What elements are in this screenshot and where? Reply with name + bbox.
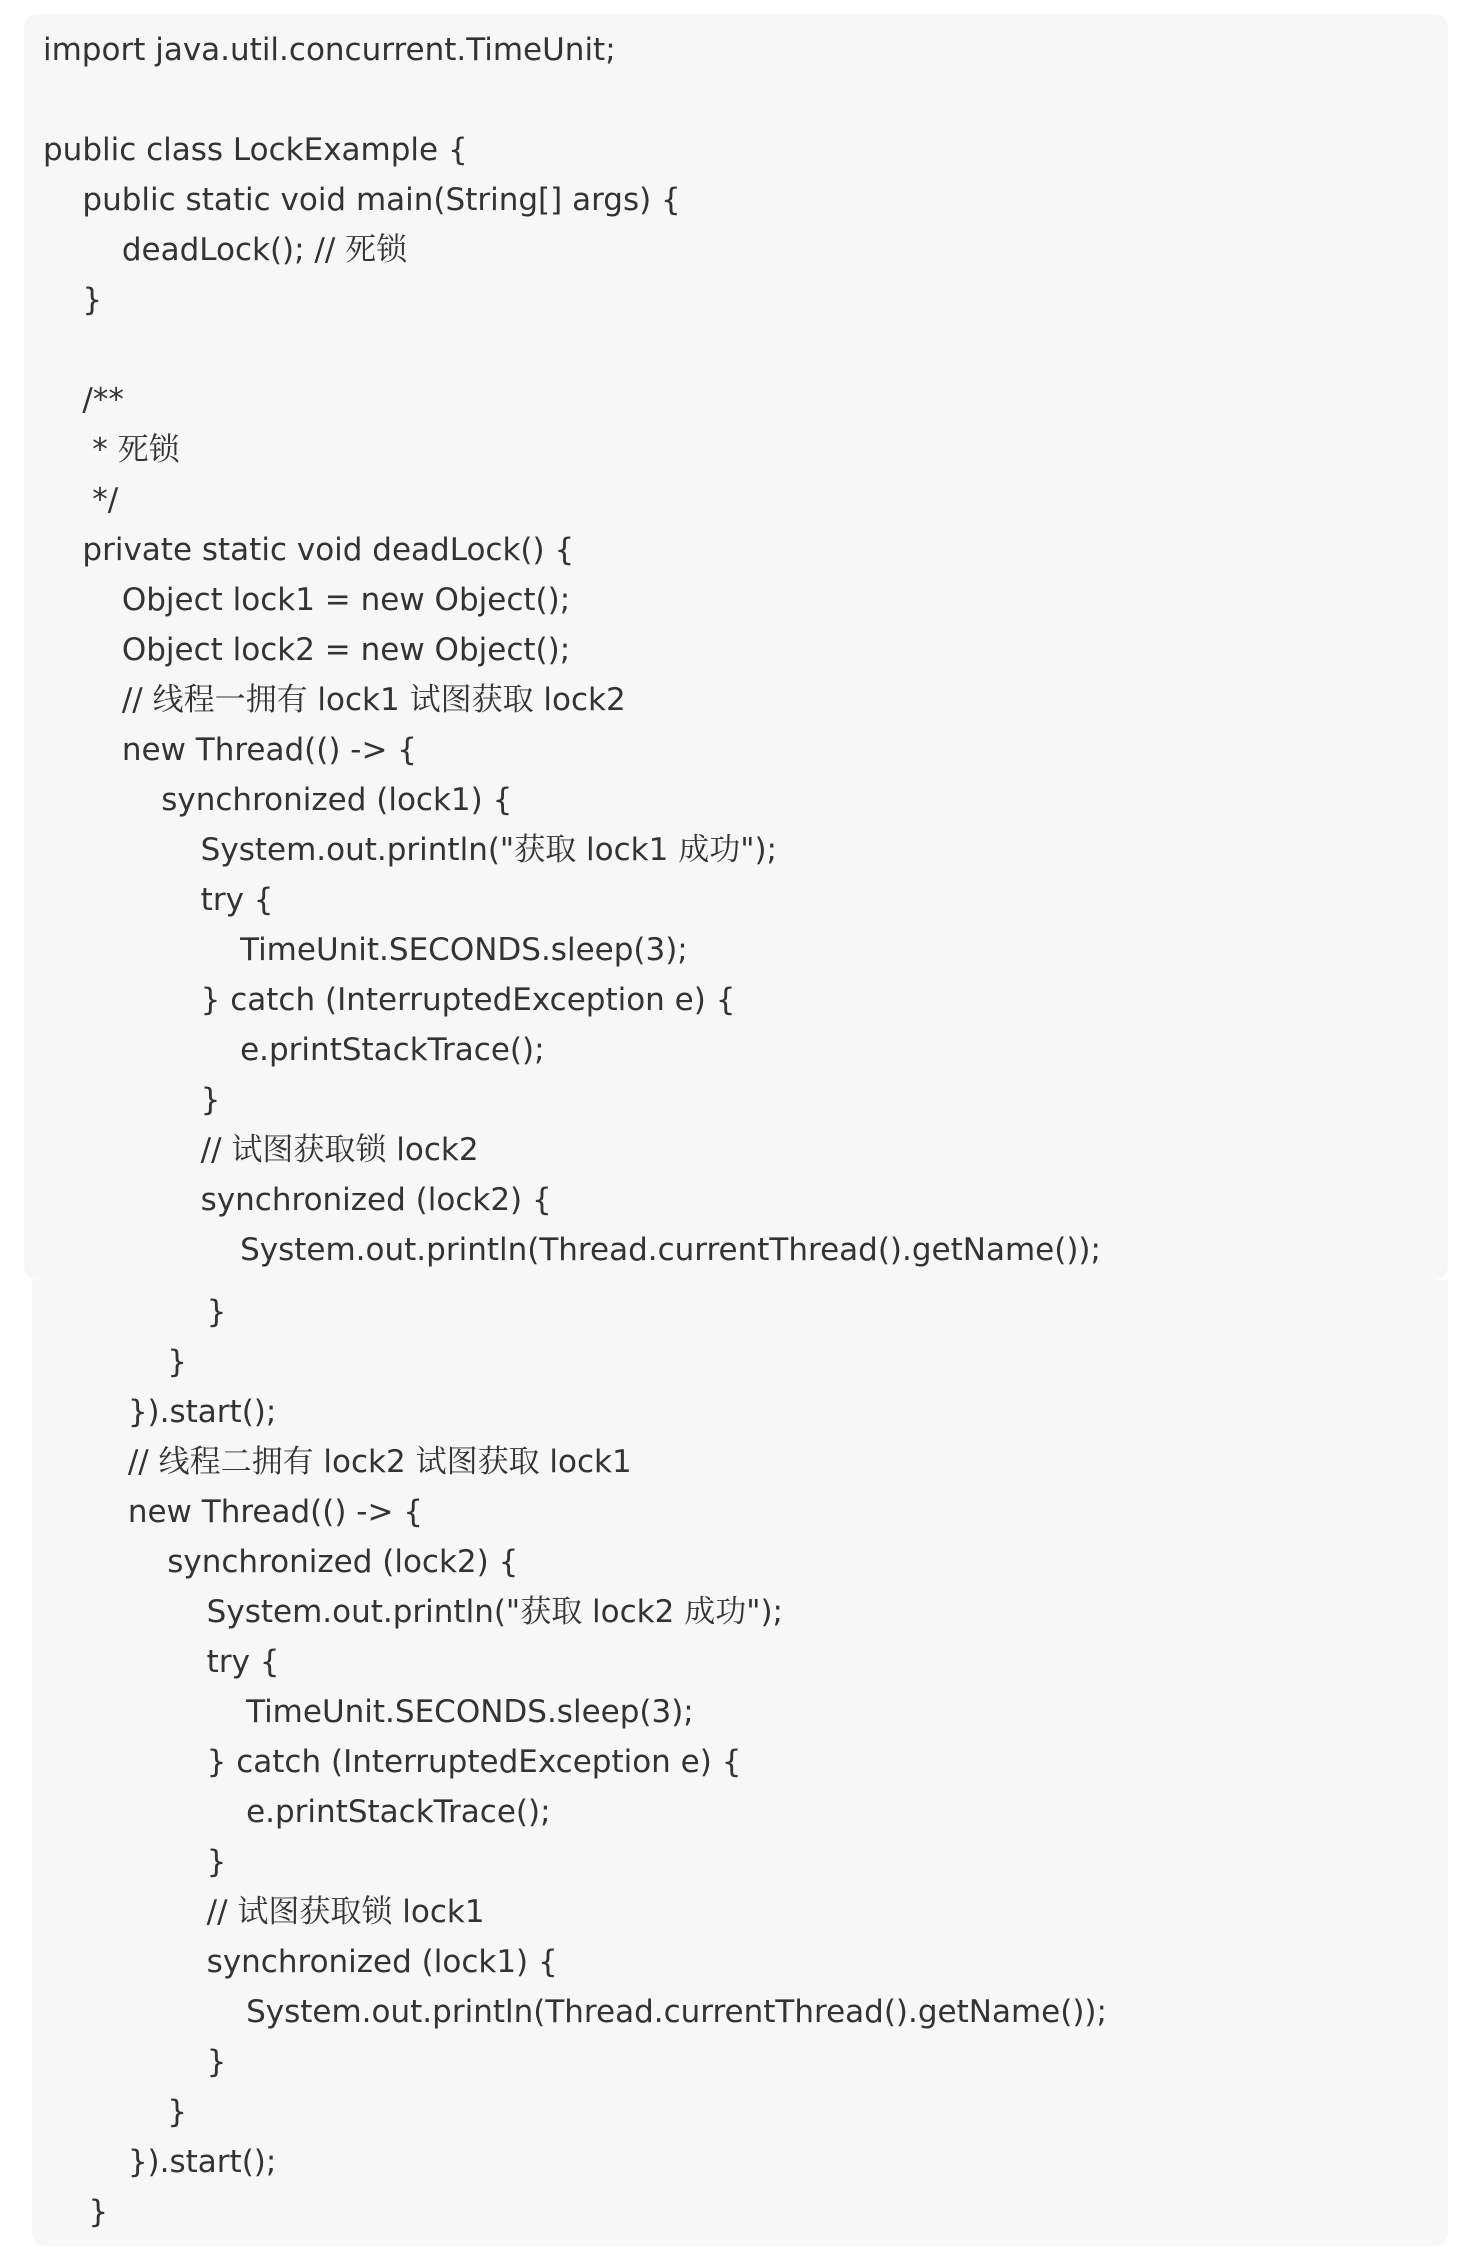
code-line: } [43, 282, 103, 318]
code-line: synchronized (lock2) { [49, 1544, 519, 1580]
code-line: } [49, 1844, 227, 1880]
code-line: new Thread(() -> { [43, 732, 418, 768]
code-line: } [49, 1294, 227, 1330]
code-line: // 线程一拥有 lock1 试图获取 lock2 [43, 682, 626, 718]
code-line: public static void main(String[] args) { [43, 182, 681, 218]
code-line: /** [43, 382, 124, 418]
code-line: // 线程二拥有 lock2 试图获取 lock1 [49, 1444, 632, 1480]
code-line: System.out.println(Thread.currentThread().getName()); [43, 1232, 1101, 1268]
code-line: TimeUnit.SECONDS.sleep(3); [49, 1694, 694, 1730]
code-line: } catch (InterruptedException e) { [49, 1744, 742, 1780]
code-line: e.printStackTrace(); [49, 1794, 551, 1830]
code-line: TimeUnit.SECONDS.sleep(3); [43, 932, 688, 968]
code-line: }).start(); [49, 2144, 277, 2180]
code-line: // 试图获取锁 lock2 [43, 1132, 479, 1168]
code-line: System.out.println("获取 lock2 成功"); [49, 1594, 783, 1630]
code-line: System.out.println("获取 lock1 成功"); [43, 832, 777, 868]
code-line: } [43, 1082, 221, 1118]
code-line: */ [43, 482, 119, 518]
code-line: synchronized (lock2) { [43, 1182, 552, 1218]
code-line: e.printStackTrace(); [43, 1032, 545, 1068]
code-line: synchronized (lock1) { [49, 1944, 558, 1980]
code-line: try { [49, 1644, 280, 1680]
code-line: try { [43, 882, 274, 918]
code-line: synchronized (lock1) { [43, 782, 513, 818]
code-line: deadLock(); // 死锁 [43, 232, 408, 268]
code-line: }).start(); [49, 1394, 277, 1430]
code-line: Object lock1 = new Object(); [43, 582, 571, 618]
code-line: System.out.println(Thread.currentThread().getName()); [49, 1994, 1107, 2030]
code-line: } [49, 2194, 109, 2230]
code-line: // 试图获取锁 lock1 [49, 1894, 485, 1930]
code-line: } [49, 2044, 227, 2080]
code-line: Object lock2 = new Object(); [43, 632, 571, 668]
code-line: private static void deadLock() { [43, 532, 575, 568]
code-line: * 死锁 [43, 432, 180, 468]
code-line: } catch (InterruptedException e) { [43, 982, 736, 1018]
code-line: import java.util.concurrent.TimeUnit; [43, 32, 616, 68]
code-line: new Thread(() -> { [49, 1494, 424, 1530]
code-line: } [49, 1344, 187, 1380]
code-line: public class LockExample { [43, 132, 468, 168]
code-line: } [49, 2094, 187, 2130]
